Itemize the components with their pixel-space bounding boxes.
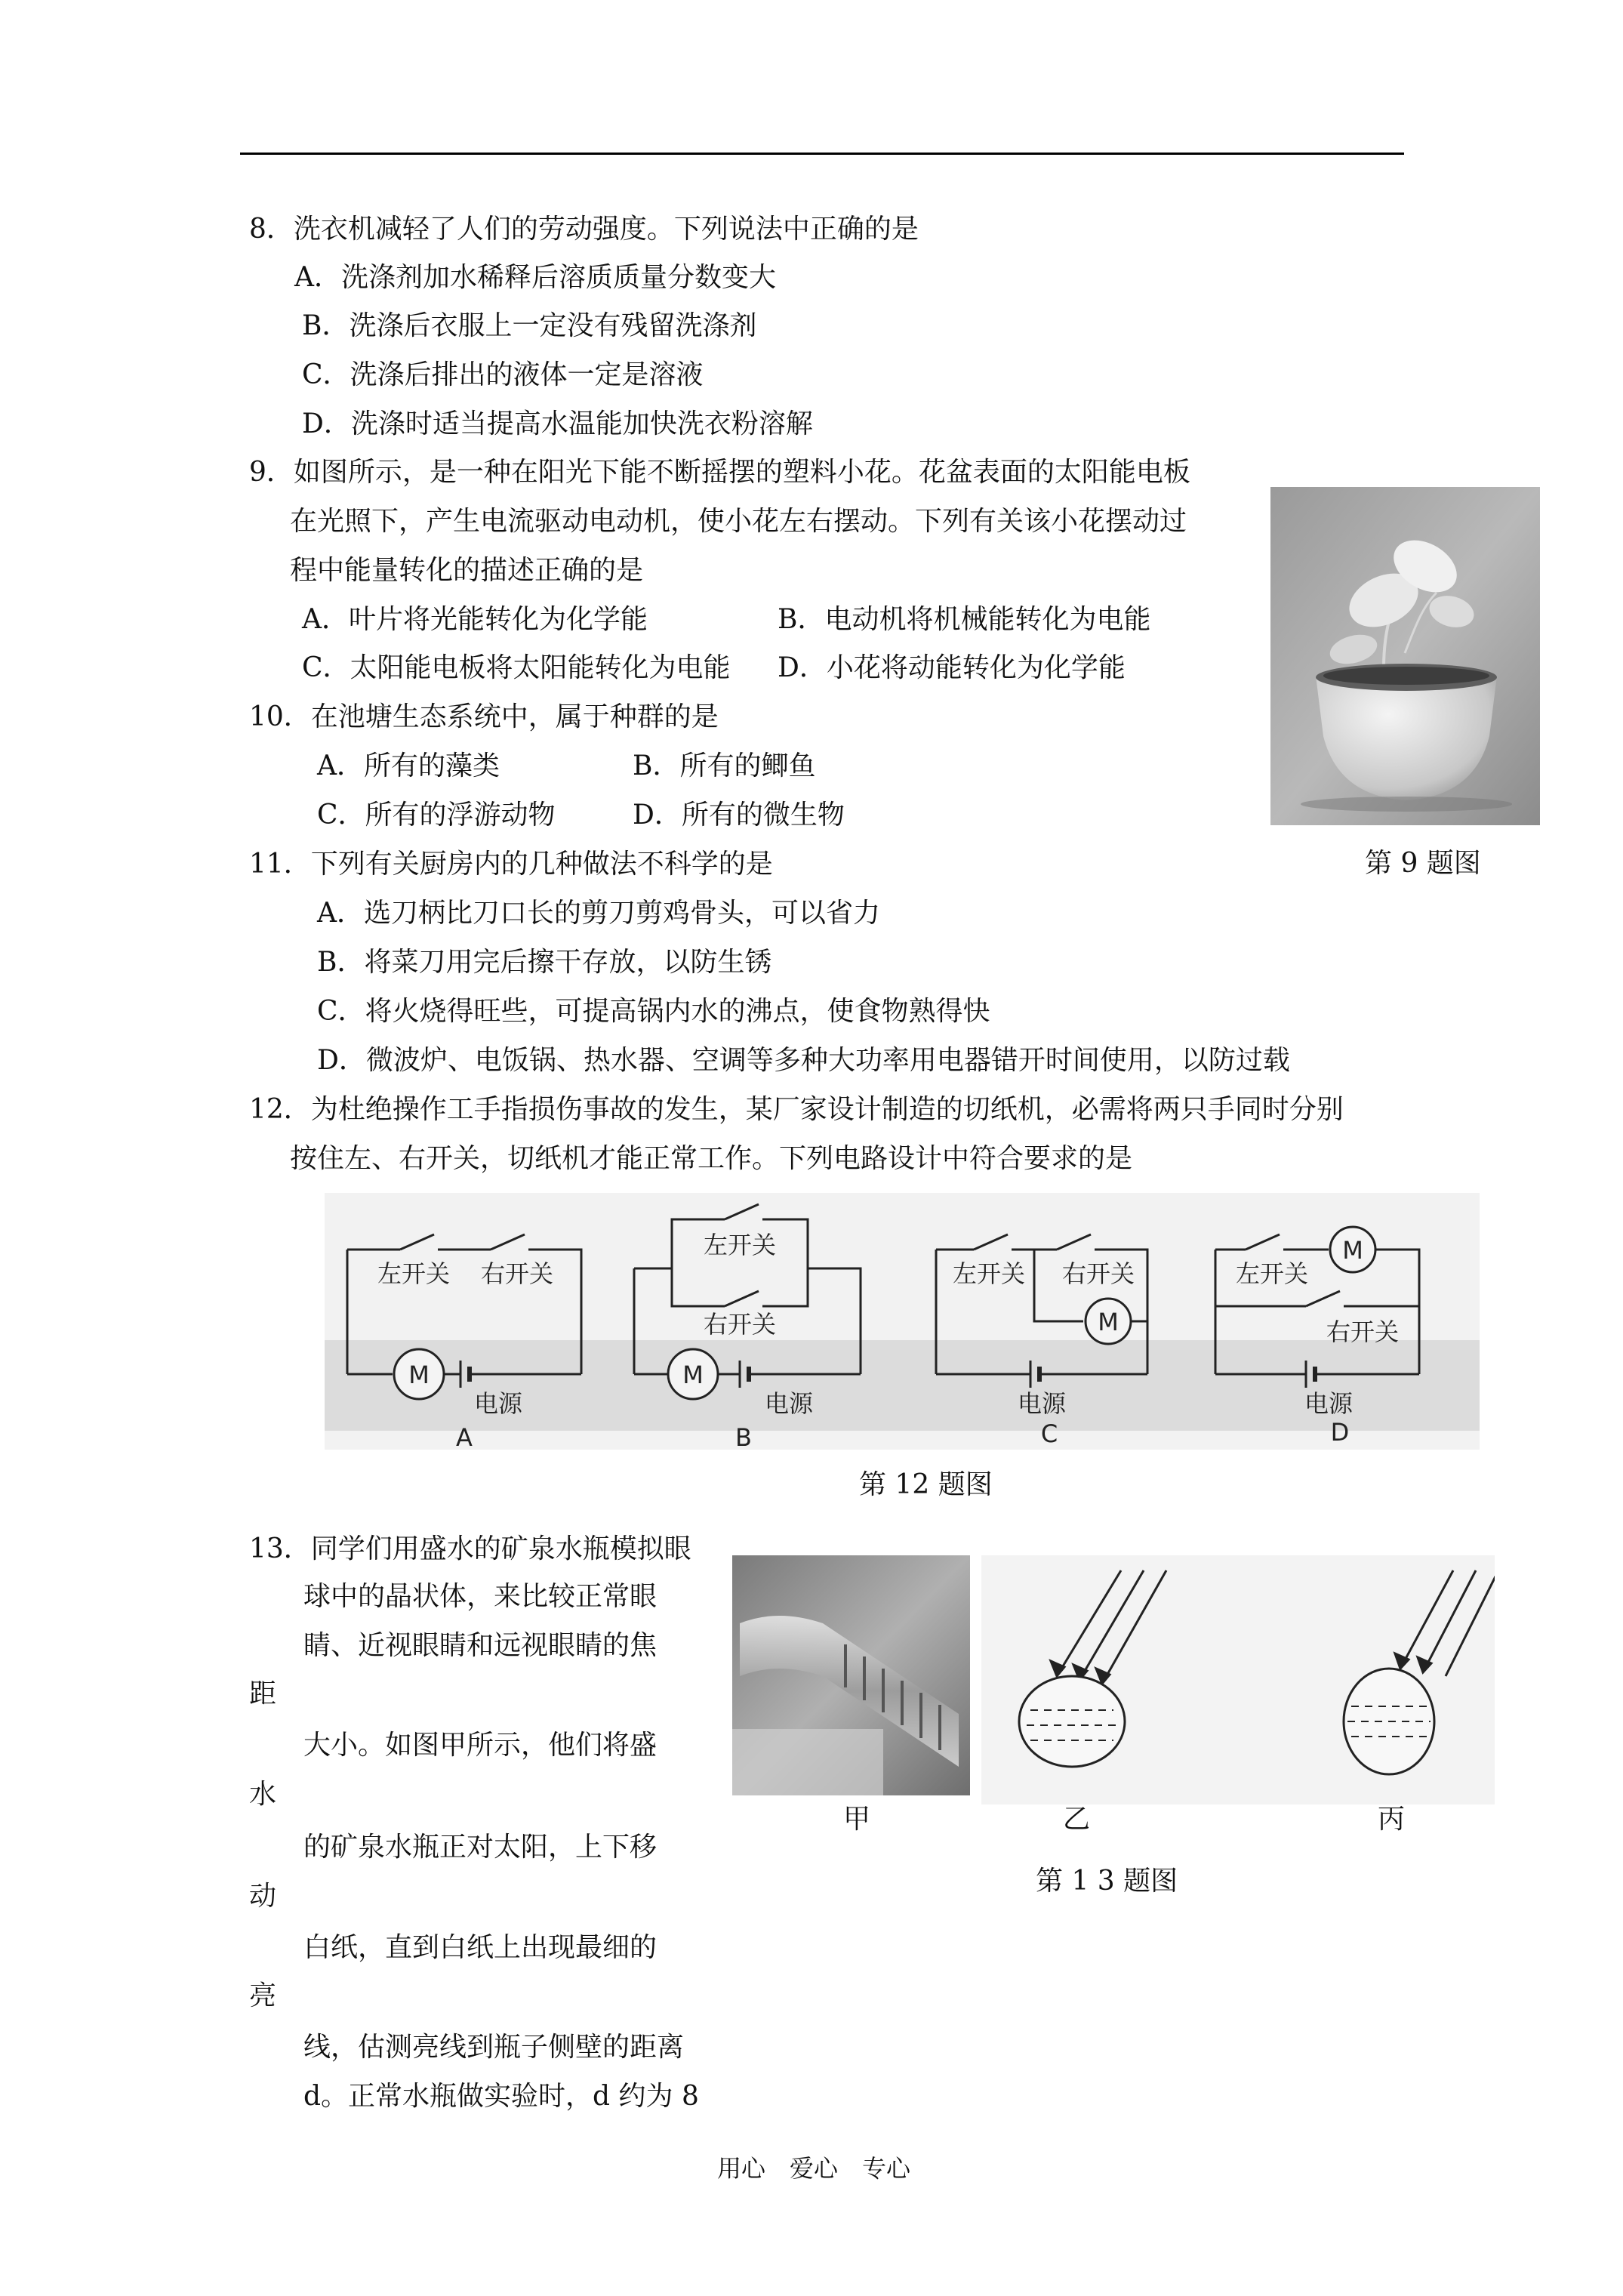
q9-option-d: D．小花将动能转化为化学能 — [778, 652, 1126, 683]
q9-stem-line2: 在光照下，产生电流驱动电动机，使小花左右摆动。下列有关该小花摆动过 — [290, 506, 1187, 537]
circuit-c-motor-label: M — [1098, 1308, 1119, 1336]
q13-line2: 球中的晶状体，来比较正常眼 — [303, 1581, 658, 1612]
q12-caption: 第 12 题图 — [859, 1469, 993, 1500]
q13-label-yi: 乙 — [1063, 1804, 1091, 1835]
circuit-d-source-label: 电源 — [1304, 1389, 1354, 1418]
q8-stem: 8．洗衣机减轻了人们的劳动强度。下列说法中正确的是 — [249, 214, 919, 245]
circuit-a-left-switch-label: 左开关 — [377, 1259, 451, 1288]
q13-bottle-photo — [732, 1555, 970, 1795]
circuit-d-left-switch-label: 左开关 — [1235, 1259, 1309, 1288]
q12-stem-line1: 12．为杜绝操作工手指损伤事故的发生，某厂家设计制造的切纸机，必需将两只手同时分别 — [249, 1094, 1344, 1125]
circuit-c-source-label: 电源 — [1017, 1389, 1067, 1418]
q13-line1: 13．同学们用盛水的矿泉水瓶模拟眼 — [249, 1533, 691, 1564]
q12-stem-line2: 按住左、右开关，切纸机才能正常工作。下列电路设计中符合要求的是 — [290, 1143, 1133, 1174]
q13-label-bing: 丙 — [1378, 1804, 1406, 1835]
q9-option-b: B．电动机将机械能转化为电能 — [778, 604, 1151, 635]
q11-option-b: B．将菜刀用完后擦干存放，以防生锈 — [317, 947, 772, 978]
q13-line8: 动 — [249, 1881, 277, 1912]
circuit-b-source-label: 电源 — [764, 1389, 814, 1418]
q8-option-b: B．洗涤后衣服上一定没有残留洗涤剂 — [302, 310, 757, 341]
q13-line11: 线，估测亮线到瓶子侧壁的距离 — [303, 2032, 685, 2063]
q13-line6: 水 — [249, 1779, 277, 1810]
q13-line5: 大小。如图甲所示，他们将盛 — [303, 1730, 658, 1761]
q13-line3: 睛、近视眼睛和远视眼睛的焦 — [303, 1630, 658, 1661]
circuit-c-letter: C — [1040, 1419, 1058, 1448]
q9-stem-line3: 程中能量转化的描述正确的是 — [290, 555, 644, 586]
q8-option-c: C．洗涤后排出的液体一定是溶液 — [302, 359, 704, 390]
q9-option-a: A．叶片将光能转化为化学能 — [302, 604, 648, 635]
circuit-d-motor-label: M — [1342, 1236, 1363, 1265]
q12-circuit-diagrams — [325, 1193, 1480, 1450]
circuit-a-source-label: 电源 — [473, 1389, 523, 1418]
q10-stem: 10．在池塘生态系统中，属于种群的是 — [249, 701, 719, 732]
q8-option-d: D．洗涤时适当提高水温能加快洗衣粉溶解 — [302, 408, 813, 439]
q11-option-d: D．微波炉、电饭锅、热水器、空调等多种大功率用电器错开时间使用，以防过载 — [317, 1045, 1290, 1076]
q9-flower-pot-photo — [1270, 487, 1540, 825]
circuit-c-left-switch-label: 左开关 — [952, 1259, 1026, 1288]
q11-option-a: A．选刀柄比刀口长的剪刀剪鸡骨头，可以省力 — [317, 898, 880, 929]
circuit-d-letter: D — [1330, 1418, 1350, 1447]
page-footer: 用心 爱心 专心 — [717, 2154, 911, 2183]
q13-line10: 亮 — [249, 1980, 277, 2011]
q11-stem: 11．下列有关厨房内的几种做法不科学的是 — [249, 849, 773, 880]
circuit-a-letter: A — [456, 1423, 473, 1450]
circuit-d-right-switch-label: 右开关 — [1326, 1318, 1400, 1346]
header-rule — [240, 153, 1404, 155]
circuit-b-letter: B — [735, 1423, 752, 1450]
q8-option-a: A．洗涤剂加水稀释后溶质质量分数变大 — [294, 262, 776, 293]
q13-line7: 的矿泉水瓶正对太阳，上下移 — [303, 1832, 658, 1863]
circuit-b-left-switch-label: 左开关 — [703, 1231, 777, 1259]
circuit-b-right-switch-label: 右开关 — [703, 1310, 777, 1339]
q13-caption: 第 1 3 题图 — [1036, 1866, 1178, 1897]
q10-option-b: B．所有的鲫鱼 — [633, 750, 816, 781]
q9-option-c: C．太阳能电板将太阳能转化为电能 — [302, 652, 731, 683]
q10-option-d: D．所有的微生物 — [633, 800, 845, 831]
q9-stem-line1: 9．如图所示，是一种在阳光下能不断摇摆的塑料小花。花盆表面的太阳能电板 — [249, 457, 1190, 488]
q13-label-jia: 甲 — [843, 1804, 871, 1835]
q13-line12: d。正常水瓶做实验时，d 约为 8 — [303, 2081, 699, 2112]
q11-option-c: C．将火烧得旺些，可提高锅内水的沸点，使食物熟得快 — [317, 996, 990, 1027]
circuit-b-motor-label: M — [682, 1361, 704, 1389]
q10-option-a: A．所有的藻类 — [317, 750, 500, 781]
circuit-a-motor-label: M — [408, 1361, 430, 1389]
q9-caption: 第 9 题图 — [1365, 848, 1481, 879]
q13-line4: 距 — [249, 1678, 277, 1709]
q13-line9: 白纸，直到白纸上出现最细的 — [303, 1932, 658, 1963]
q10-option-c: C．所有的浮游动物 — [317, 800, 556, 831]
circuit-a-right-switch-label: 右开关 — [480, 1259, 554, 1288]
q13-eye-diagrams — [981, 1555, 1495, 1804]
circuit-c-right-switch-label: 右开关 — [1061, 1259, 1135, 1288]
